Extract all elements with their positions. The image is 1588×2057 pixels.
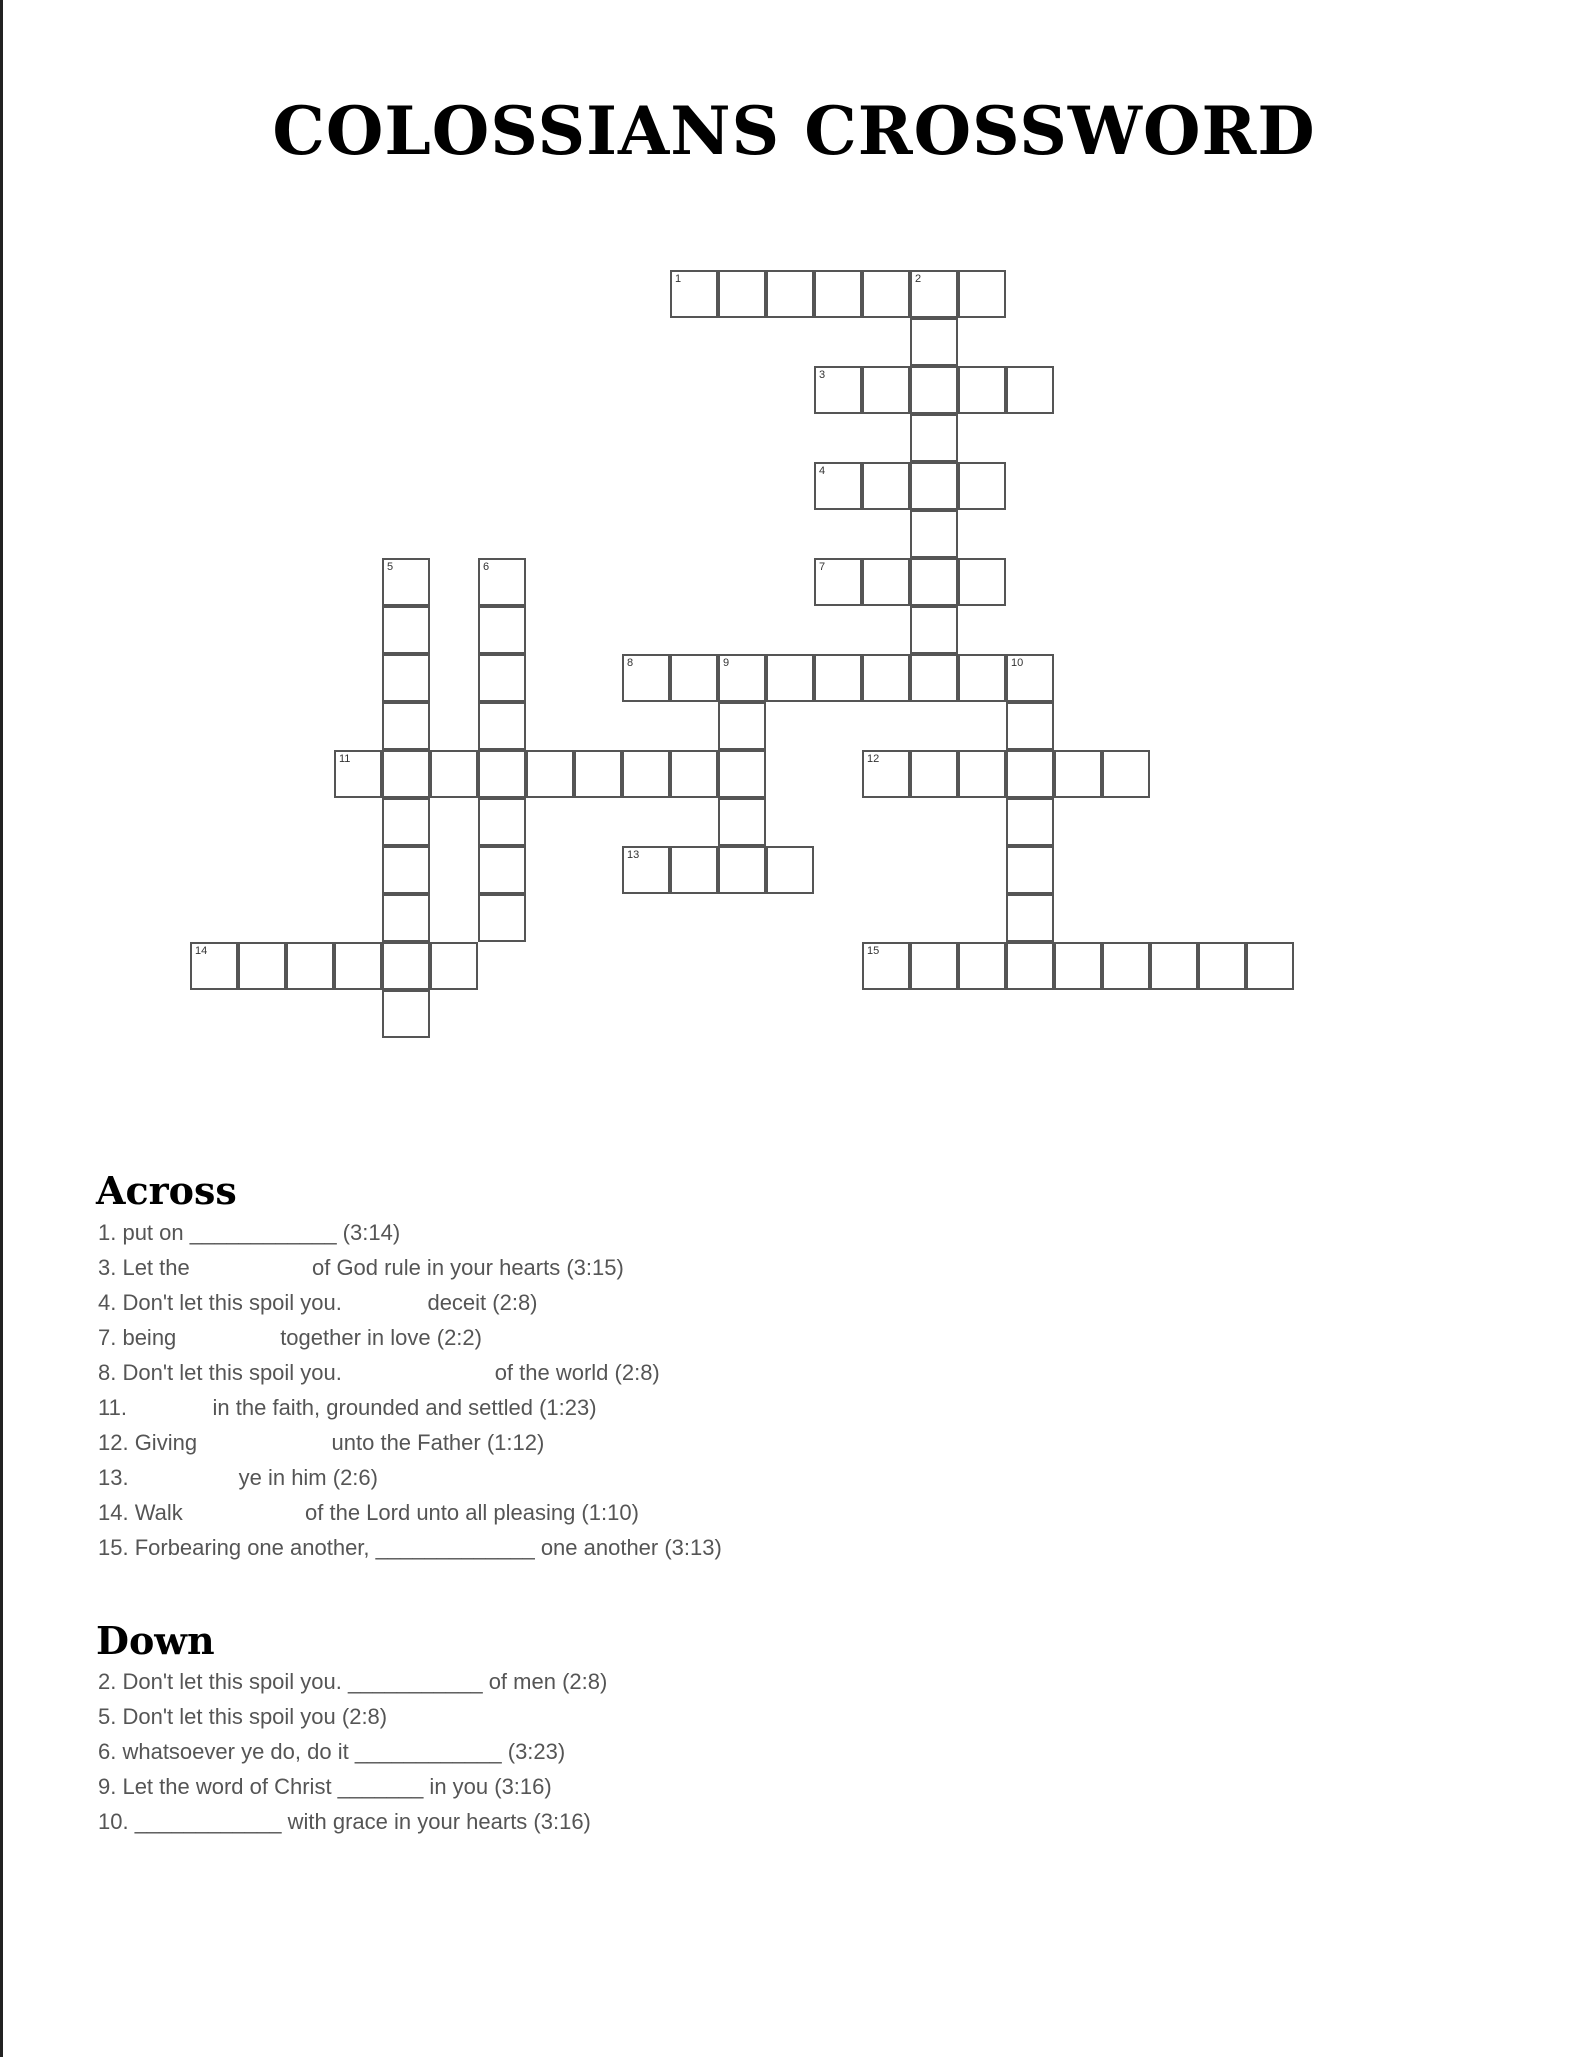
grid-cell[interactable]	[1006, 750, 1054, 798]
grid-cell[interactable]	[382, 606, 430, 654]
grid-cell[interactable]	[478, 894, 526, 942]
grid-cell[interactable]	[478, 558, 526, 606]
grid-cell[interactable]	[910, 270, 958, 318]
across-clue-list	[98, 1215, 998, 1565]
grid-cell[interactable]	[478, 798, 526, 846]
grid-clue-number: 7	[819, 561, 826, 573]
grid-cell[interactable]	[670, 846, 718, 894]
down-clue: 2. Don't let this spoil you. ___________ of men (2:8)	[98, 1669, 608, 1694]
grid-cell[interactable]	[910, 414, 958, 462]
grid-cell[interactable]	[1006, 798, 1054, 846]
grid-cell[interactable]	[958, 462, 1006, 510]
down-clue: 10. ____________ with grace in your hearts (3:16)	[98, 1809, 591, 1834]
grid-cell[interactable]	[382, 798, 430, 846]
grid-cell[interactable]	[622, 750, 670, 798]
grid-cell[interactable]	[718, 702, 766, 750]
grid-cell[interactable]	[814, 270, 862, 318]
grid-clue-number: 5	[387, 561, 394, 573]
grid-cell[interactable]	[910, 318, 958, 366]
down-clue: 9. Let the word of Christ _______ in you (3:16)	[98, 1774, 552, 1799]
grid-clue-number: 12	[867, 753, 880, 765]
grid-clue-number: 6	[483, 561, 490, 573]
grid-cell[interactable]	[1054, 750, 1102, 798]
grid-cell[interactable]	[718, 654, 766, 702]
grid-cell[interactable]	[958, 750, 1006, 798]
grid-clue-number: 1	[675, 273, 682, 285]
across-clue: 13. ye in him (2:6)	[98, 1465, 378, 1490]
grid-cell[interactable]	[862, 270, 910, 318]
grid-cell[interactable]	[382, 990, 430, 1038]
grid-cell[interactable]	[1006, 654, 1054, 702]
grid-cell[interactable]	[382, 750, 430, 798]
grid-clue-number: 8	[627, 657, 634, 669]
grid-cell[interactable]	[718, 270, 766, 318]
grid-cell[interactable]	[862, 366, 910, 414]
grid-cell[interactable]	[862, 942, 910, 990]
grid-cell[interactable]	[478, 654, 526, 702]
grid-cell[interactable]	[382, 654, 430, 702]
grid-cell[interactable]	[718, 750, 766, 798]
grid-cell[interactable]	[1246, 942, 1294, 990]
grid-cell[interactable]	[190, 942, 238, 990]
grid-cell[interactable]	[1006, 702, 1054, 750]
grid-cell[interactable]	[718, 846, 766, 894]
grid-clue-number: 14	[195, 945, 208, 957]
grid-cell[interactable]	[910, 654, 958, 702]
down-clue: 5. Don't let this spoil you (2:8)	[98, 1704, 388, 1729]
grid-clue-number: 11	[339, 753, 351, 765]
grid-cell[interactable]	[958, 366, 1006, 414]
page-title: COLOSSIANS CROSSWORD	[272, 92, 1316, 170]
grid-cell[interactable]	[766, 654, 814, 702]
grid-cell[interactable]	[382, 558, 430, 606]
grid-cell[interactable]	[334, 750, 382, 798]
grid-cell[interactable]	[958, 654, 1006, 702]
across-clue: 11. in the faith, grounded and settled (1:23)	[98, 1395, 597, 1420]
grid-cell[interactable]	[910, 558, 958, 606]
grid-cell[interactable]	[958, 942, 1006, 990]
grid-cell[interactable]	[238, 942, 286, 990]
grid-cell[interactable]	[478, 702, 526, 750]
grid-cell[interactable]	[478, 846, 526, 894]
grid-cell[interactable]	[1054, 942, 1102, 990]
grid-clue-number: 15	[867, 945, 880, 957]
grid-cell[interactable]	[910, 510, 958, 558]
grid-cell[interactable]	[766, 270, 814, 318]
grid-clue-number: 10	[1011, 657, 1024, 669]
across-clue: 3. Let the of God rule in your hearts (3:15)	[98, 1255, 624, 1280]
grid-cell[interactable]	[814, 366, 862, 414]
grid-cell[interactable]	[814, 654, 862, 702]
grid-cell[interactable]	[430, 942, 478, 990]
grid-cell[interactable]	[286, 942, 334, 990]
grid-cell[interactable]	[910, 462, 958, 510]
grid-clue-number: 4	[819, 465, 826, 477]
grid-cell[interactable]	[478, 750, 526, 798]
grid-cell[interactable]	[622, 654, 670, 702]
grid-cell[interactable]	[718, 798, 766, 846]
grid-cell[interactable]	[910, 942, 958, 990]
across-clue: 12. Giving unto the Father (1:12)	[98, 1430, 545, 1455]
grid-cell[interactable]	[958, 558, 1006, 606]
grid-clue-number: 2	[915, 273, 922, 285]
grid-cell[interactable]	[1198, 942, 1246, 990]
grid-cell[interactable]	[814, 462, 862, 510]
grid-cell[interactable]	[1006, 366, 1054, 414]
grid-cell[interactable]	[1150, 942, 1198, 990]
grid-cell[interactable]	[814, 558, 862, 606]
grid-cell[interactable]	[382, 894, 430, 942]
grid-cell[interactable]	[478, 606, 526, 654]
grid-cell[interactable]	[862, 750, 910, 798]
grid-cell[interactable]	[1102, 750, 1150, 798]
grid-cell[interactable]	[382, 702, 430, 750]
grid-cell[interactable]	[910, 366, 958, 414]
across-heading: Across	[96, 1168, 237, 1213]
across-clue: 15. Forbearing one another, _____________ one another (3:13)	[98, 1535, 722, 1560]
grid-clue-number: 3	[819, 369, 826, 381]
grid-cell[interactable]	[862, 654, 910, 702]
grid-cell[interactable]	[1102, 942, 1150, 990]
grid-cell[interactable]	[1006, 942, 1054, 990]
down-heading: Down	[96, 1618, 215, 1663]
grid-cell[interactable]	[910, 750, 958, 798]
grid-cell[interactable]	[670, 270, 718, 318]
grid-cell[interactable]	[1006, 846, 1054, 894]
grid-cell[interactable]	[574, 750, 622, 798]
grid-cell[interactable]	[910, 606, 958, 654]
across-clue: 7. being together in love (2:2)	[98, 1325, 482, 1350]
across-clue: 14. Walk of the Lord unto all pleasing (1:10)	[98, 1500, 639, 1525]
grid-cell[interactable]	[382, 846, 430, 894]
grid-cell[interactable]	[334, 942, 382, 990]
grid-cell[interactable]	[766, 846, 814, 894]
across-clue: 4. Don't let this spoil you. deceit (2:8)	[98, 1290, 538, 1315]
across-clue: 1. put on ____________ (3:14)	[98, 1220, 401, 1245]
grid-cell[interactable]	[622, 846, 670, 894]
grid-cell[interactable]	[862, 462, 910, 510]
grid-cell[interactable]	[862, 558, 910, 606]
across-clue: 8. Don't let this spoil you. of the world (2:8)	[98, 1360, 660, 1385]
grid-cell[interactable]	[430, 750, 478, 798]
down-clue-list	[98, 1664, 998, 1839]
grid-cell[interactable]	[670, 654, 718, 702]
down-clue: 6. whatsoever ye do, do it ____________ (3:23)	[98, 1739, 566, 1764]
grid-cell[interactable]	[526, 750, 574, 798]
grid-cell[interactable]	[958, 270, 1006, 318]
grid-clue-number: 9	[723, 657, 730, 669]
grid-cell[interactable]	[670, 750, 718, 798]
grid-clue-number: 13	[627, 849, 640, 861]
grid-cell[interactable]	[382, 942, 430, 990]
grid-cell[interactable]	[1006, 894, 1054, 942]
